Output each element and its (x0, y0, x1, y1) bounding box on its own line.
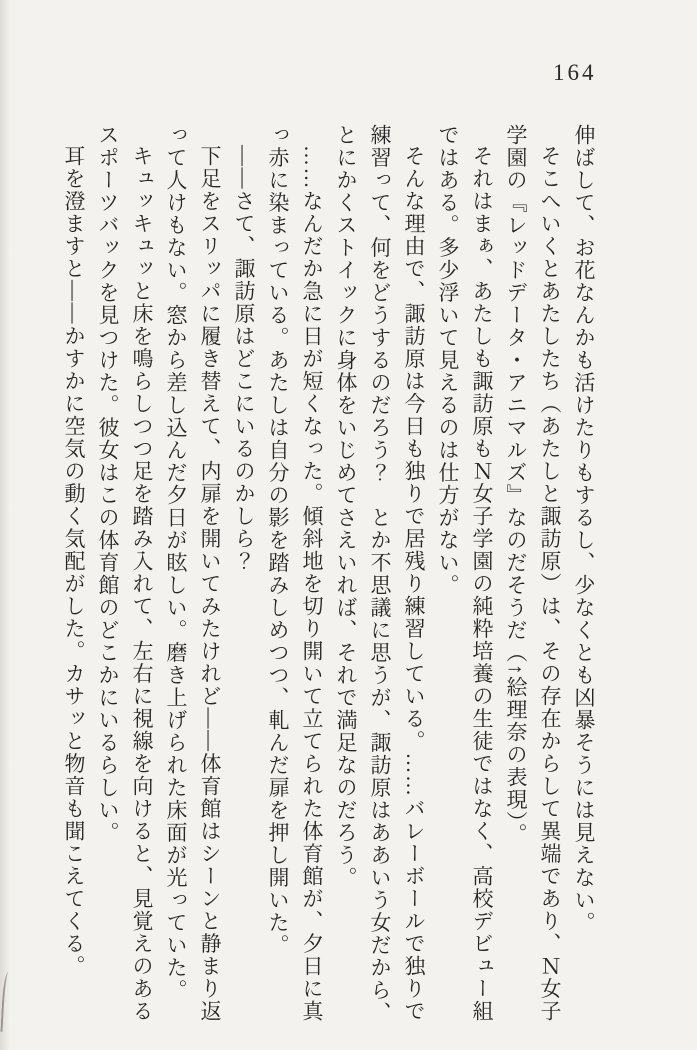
scan-edge-shadow (0, 0, 10, 1050)
paragraph: キュッキュッと床を鳴らしつつ足を踏み入れて、左右に視線を向けると、見覚えのあるスポーツバックを見つけた。彼女はこの体育館のどこかにいるらしい。 (96, 124, 154, 1023)
paragraph: 下足をスリッパに履き替えて、内扉を開いてみたけれど――体育館はシーンと静まり返って人けもない。窓から差し込んだ夕日が眩しい。磨き上げられた床面が光っていた。 (164, 124, 222, 1023)
scan-artifact (0, 972, 11, 1032)
paragraph: そんな理由で、諏訪原は今日も独りで居残り練習している。……バレーボールで独りで練習って、何をどうするのだろう？ とか不思議に思うが、諏訪原はああいう女だから、とにかくストイックに身体をいじめてさえいれば、それで満足なのだろう。 (334, 124, 426, 1024)
paragraph: そこへいくとあたしたち（あたしと諏訪原）は、その存在からして異端であり、Ｎ女子学園の『レッドデータ・アニマルズ』なのだそうだ（↑絵理奈の表現）。 (504, 124, 562, 1023)
body-text (57, 124, 601, 1026)
paragraph: ――さて、諏訪原はどこにいるのかしら？ (232, 145, 256, 573)
paragraph: それはまぁ、あたしも諏訪原もＮ女子学園の純粋培養の生徒ではなく、高校デビュー組ではある。多少浮いて見えるのは仕方がない。 (436, 124, 494, 1023)
paragraph: 耳を澄ますと――かすかに空気の動く気配がした。カサッと物音も聞こえてくる。 (62, 145, 86, 978)
page-number: 164 (553, 60, 597, 85)
paragraph: ……なんだか急に日が短くなった。傾斜地を切り開いて立てられた体育館が、夕日に真っ赤に染まっている。あたしは自分の影を踏みしめつつ、軋んだ扉を押し開いた。 (266, 124, 324, 1023)
paragraph: 伸ばして、お花なんかも活けたりもするし、少なくとも凶暴そうには見えない。 (572, 124, 596, 934)
